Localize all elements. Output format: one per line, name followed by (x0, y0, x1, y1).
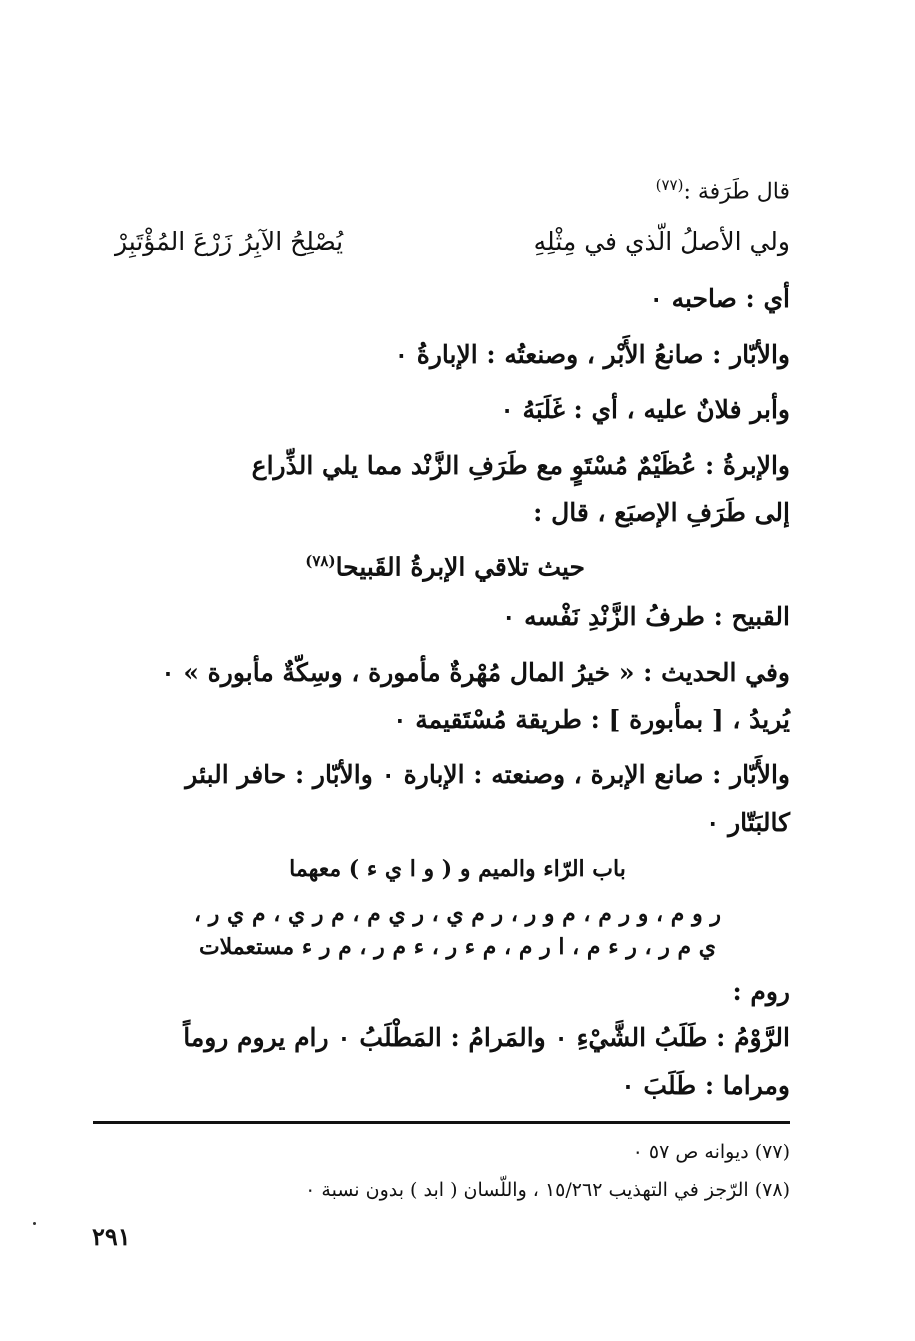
text-line: الرَّوْمُ : طَلَبُ الشَّيْءِ ٠ والمَرامُ : المَطْلَبُ ٠ رام يروم روماً (183, 1023, 790, 1052)
root-list: ر و م ، و ر م ، م و ر ، ر م ي ، ر ي م ، م ر ي ، م ي ر ، (194, 901, 721, 927)
root-list: ي م ر ، ر ء م ، ا ر م ، م ء ر ، ء م ر ، م ر ء مستعملات (198, 934, 717, 960)
section-title: باب الرّاء والميم و ( و ا ي ء ) معهما (289, 856, 626, 882)
text-line: إلى طَرَفِ الإصبَع ، قال : (533, 498, 790, 527)
text-line: وأبر فلانٌ عليه ، أي : غَلَبَهُ ٠ (500, 395, 790, 424)
text-line: القبيح : طرفُ الزَّنْدِ نَفْسه ٠ (502, 602, 790, 631)
footnote-ref: (٧٧) (655, 176, 684, 194)
verse-first-hemistich: ولي الأصلُ الّذي في مِثْلِهِ (533, 227, 790, 256)
text-line: يُريدُ ، [ بمأبورة ] : طريقة مُسْتَقيمة ٠ (393, 705, 790, 734)
poetry-verse (115, 222, 790, 262)
entry-heading: روم : (732, 977, 790, 1006)
footnote-divider (93, 1121, 790, 1124)
quote-text: حيث تلاقي الإبرةُ القَبيحا (335, 552, 585, 582)
text-line: أي : صاحبه ٠ (649, 284, 790, 313)
intro-text: قال طَرَفة : (683, 179, 790, 205)
footnote: (٧٧) ديوانه ص ٥٧ ٠ (632, 1141, 790, 1163)
text-line: ومراما : طَلَبَ ٠ (621, 1071, 790, 1100)
text-line: والأبّار : صانعُ الأَبْر ، وصنعتُه : الإبارةُ ٠ (394, 340, 790, 369)
text-line: والإبرةُ : عُظَيْمٌ مُسْتَوٍ مع طَرَفِ الزَّنْد مما يلي الذِّراع (251, 451, 790, 480)
verse-second-hemistich: يُصْلِحُ الآبِرُ زَرْعَ المُؤْتَبِرْ (115, 227, 344, 256)
footnote-ref: (٧٨) (305, 552, 336, 570)
scan-speck (33, 1222, 36, 1225)
poetry-quote (305, 544, 585, 584)
text-line: كالبَتّار ٠ (705, 808, 790, 837)
footnote: (٧٨) الرّجز في التهذيب ١٥/٢٦٢ ، واللّسان ( ابد ) بدون نسبة ٠ (305, 1179, 790, 1201)
page-number: ٢٩١ (92, 1222, 131, 1251)
text-line: والأَبّار : صانع الإبرة ، وصنعته : الإبارة ٠ والأبّار : حافر البئر (185, 760, 790, 789)
intro-line (656, 168, 790, 209)
text-line: وفي الحديث : « خيرُ المال مُهْرةٌ مأمورة ، وسِكّةٌ مأبورة » ٠ (161, 658, 790, 687)
